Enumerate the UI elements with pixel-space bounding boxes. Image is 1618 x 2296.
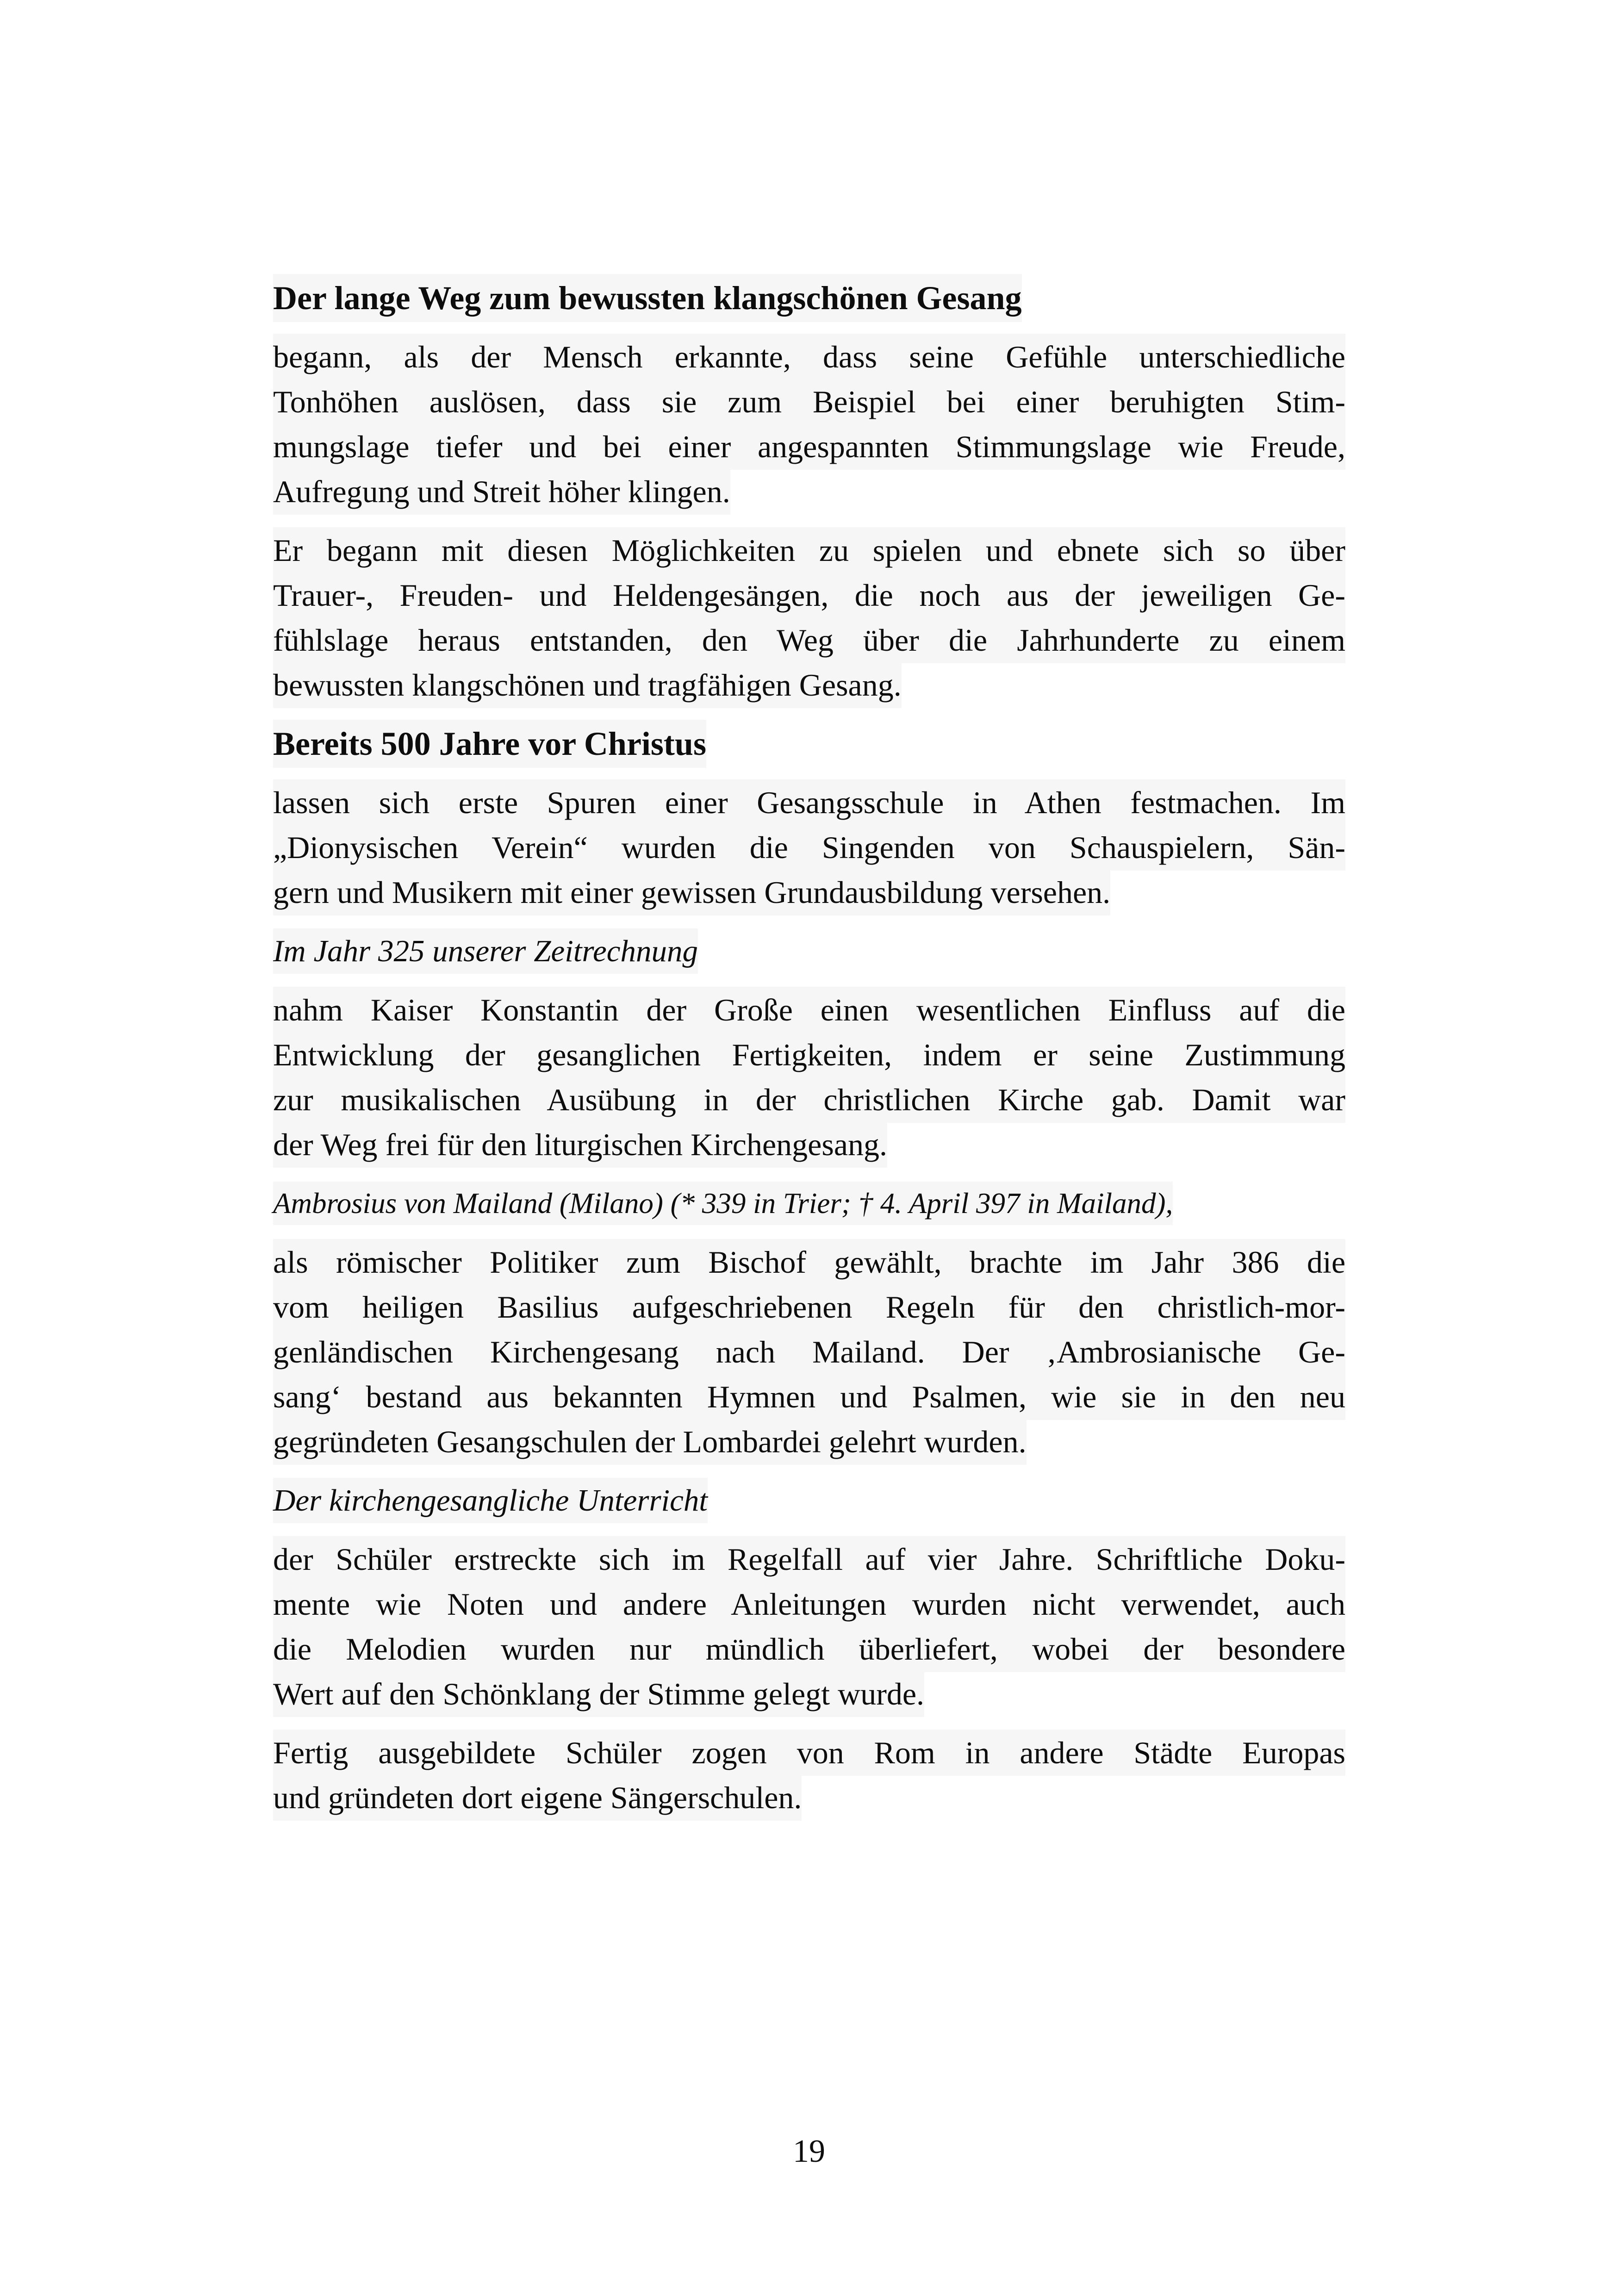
text-line: bewussten klangschönen und tragfähigen Gesang. — [273, 663, 1345, 708]
text-line: lassen sich erste Spuren einer Gesangsschule in Athen festmachen. Im — [273, 780, 1345, 825]
paragraph — [273, 1730, 1345, 1820]
text-line: Tonhöhen auslösen, dass sie zum Beispiel bei einer beruhigten Stim- — [273, 380, 1345, 424]
text-line: die Melodien wurden nur mündlich überliefert, wobei der besondere — [273, 1627, 1345, 1672]
heading-text: Der kirchengesangliche Unterricht — [273, 1478, 708, 1523]
section-heading-italic — [273, 1478, 1345, 1523]
text-line: mente wie Noten und andere Anleitungen wurden nicht verwendet, auch — [273, 1582, 1345, 1627]
section-heading-italic — [273, 1181, 1345, 1226]
text-column — [273, 276, 1345, 1834]
heading-text: Ambrosius von Mailand (Milano) (* 339 in Trier; † 4. April 397 in Mailand), — [273, 1182, 1173, 1225]
text-line: Trauer-, Freuden- und Heldengesängen, die noch aus der jeweiligen Ge- — [273, 573, 1345, 618]
text-line: nahm Kaiser Konstantin der Große einen wesentlichen Einfluss auf die — [273, 988, 1345, 1033]
text-line: genländischen Kirchengesang nach Mailand. Der ‚Ambrosianische Ge- — [273, 1330, 1345, 1375]
heading-line — [273, 722, 1345, 766]
text-line: sang‘ bestand aus bekannten Hymnen und Psalmen, wie sie in den neu — [273, 1375, 1345, 1419]
paragraph — [273, 780, 1345, 915]
paragraph — [273, 335, 1345, 514]
text-line: fühlslage heraus entstanden, den Weg über die Jahrhunderte zu einem — [273, 618, 1345, 663]
heading-text: Der lange Weg zum bewussten klangschönen Gesang — [273, 274, 1022, 322]
text-line: als römischer Politiker zum Bischof gewählt, brachte im Jahr 386 die — [273, 1240, 1345, 1285]
heading-line — [273, 929, 1345, 974]
heading-line — [273, 276, 1345, 321]
paragraph — [273, 1537, 1345, 1717]
paragraph — [273, 528, 1345, 708]
section-heading — [273, 276, 1345, 321]
text-line: zur musikalischen Ausübung in der christlichen Kirche gab. Damit war — [273, 1077, 1345, 1122]
text-line: „Dionysischen Verein“ wurden die Singenden von Schauspielern, Sän- — [273, 825, 1345, 870]
text-line: mungslage tiefer und bei einer angespannten Stimmungslage wie Freude, — [273, 424, 1345, 469]
text-line: und gründeten dort eigene Sängerschulen. — [273, 1775, 1345, 1820]
heading-text: Im Jahr 325 unserer Zeitrechnung — [273, 928, 698, 974]
text-line: begann, als der Mensch erkannte, dass seine Gefühle unterschiedliche — [273, 335, 1345, 380]
text-line: Er begann mit diesen Möglichkeiten zu spielen und ebnete sich so über — [273, 528, 1345, 573]
page-number-value: 19 — [793, 2134, 825, 2169]
paragraph — [273, 988, 1345, 1167]
paragraph — [273, 1240, 1345, 1464]
text-line: der Schüler erstreckte sich im Regelfall auf vier Jahre. Schriftliche Doku- — [273, 1537, 1345, 1582]
text-line: der Weg frei für den liturgischen Kirchengesang. — [273, 1122, 1345, 1167]
text-line: Wert auf den Schönklang der Stimme gelegt wurde. — [273, 1672, 1345, 1717]
text-line: Entwicklung der gesanglichen Fertigkeiten, indem er seine Zustimmung — [273, 1033, 1345, 1077]
section-heading — [273, 722, 1345, 766]
text-line: gern und Musikern mit einer gewissen Grundausbildung versehen. — [273, 870, 1345, 915]
heading-line — [273, 1181, 1345, 1226]
section-heading-italic — [273, 929, 1345, 974]
text-line: Fertig ausgebildete Schüler zogen von Rom in andere Städte Europas — [273, 1730, 1345, 1775]
heading-text: Bereits 500 Jahre vor Christus — [273, 720, 706, 768]
page-number — [0, 2129, 1618, 2174]
heading-line — [273, 1478, 1345, 1523]
text-line: gegründeten Gesangschulen der Lombardei gelehrt wurden. — [273, 1419, 1345, 1464]
text-line: Aufregung und Streit höher klingen. — [273, 469, 1345, 514]
text-line: vom heiligen Basilius aufgeschriebenen Regeln für den christlich-mor- — [273, 1285, 1345, 1330]
